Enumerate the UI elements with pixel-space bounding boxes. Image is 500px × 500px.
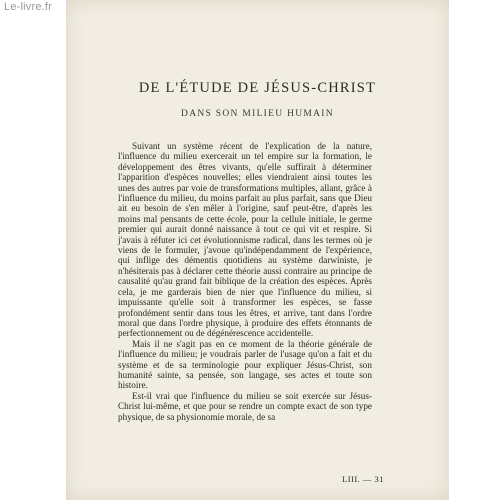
paragraph-1: Suivant un système récent de l'explication de la nature, l'influence du milieu exercerait un tel empire sur la formation, le développement des êtres vivants, qu'elle suffirait à déterminer l'apparition d'espèces nouvelles; elles viendraient ainsi toutes les unes des autres par voie de transformations multiples, allant, grâce à l'influence du milieu, du moins parfait au plus parfait, sans que Dieu ait eu besoin de s'en mêler à l'origine, sauf peut-être, d'après les moins mal pensants de cette école, pour la cellule initiale, le germe premier qui aurait donné naissance à tout ce qui vit et respire. Si j'avais à réfuter ici cet évolutionnisme radical, dans les termes où je viens de le formuler, j'avoue qu'indépendamment de l'expérience, qui inflige des démentis quotidiens au système darwiniste, je n'hésiterais pas à déclarer cette théorie aussi contraire au principe de causalité qu'au grand fait biblique de la création des espèces. Après cela, je me garderais bien de nier que l'influence du milieu, si impuissante qu'elle soit à transformer les espèces, se fasse profondément sentir dans tous les êtres, et arrive, tant dans l'ordre moral que dans l'ordre physique, à produire des effets étonnants de perfectionnement ou de dégénérescence accidentelle.: [118, 141, 372, 339]
article-body: [118, 141, 372, 422]
paragraph-2: Mais il ne s'agit pas en ce moment de la théorie générale de l'influence du milieu; je voudrais parler de l'usage qu'on a fait et du système et de sa terminologie pour expliquer Jésus-Christ, son humanité sainte, sa pensée, son langage, ses actes et toute son histoire.: [118, 338, 372, 391]
article-subtitle: DANS SON MILIEU HUMAIN: [181, 109, 334, 119]
watermark: Le-livre.fr: [4, 1, 53, 13]
page-signature: LIII. — 31: [342, 474, 385, 484]
paragraph-3: Est-il vrai que l'influence du milieu se soit exercée sur Jésus-Christ lui-même, et que pour se rendre un compte exact de son type physique, de sa physionomie morale, de sa: [118, 390, 372, 422]
article-title: DE L'ÉTUDE DE JÉSUS-CHRIST: [138, 80, 377, 96]
